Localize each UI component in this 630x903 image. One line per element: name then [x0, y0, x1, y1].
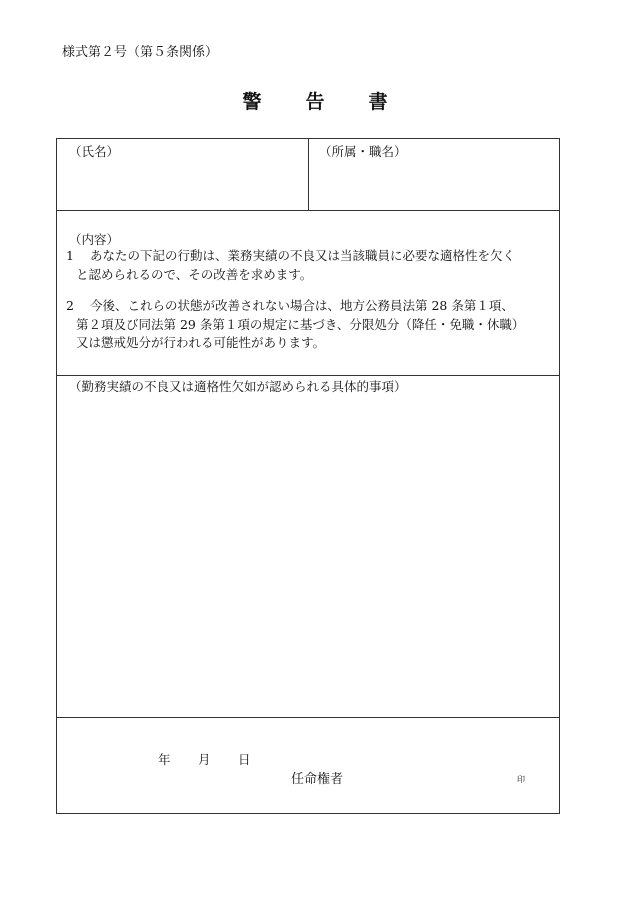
- year-label: 年: [158, 752, 171, 767]
- appointing-authority-label: 任命権者: [291, 772, 344, 787]
- content-item-2: [66, 297, 551, 353]
- facts-section: [57, 376, 559, 718]
- item-line: 第２項及び同法第 29 条第１項の規定に基づき、分限処分（降任・免職・休職）: [76, 316, 525, 332]
- item-line: 今後、これらの状態が改善されない場合は、地方公務員法第 28 条第１項、: [90, 298, 514, 313]
- content-item-1: [66, 247, 551, 284]
- item-line: 又は懲戒処分が行われる可能性があります。: [76, 335, 326, 350]
- item-line: あなたの下記の行動は、業務実績の不良又は当該職員に必要な適格性を欠く: [90, 248, 516, 263]
- item-number: 2: [66, 298, 74, 313]
- form-table: [56, 138, 560, 814]
- item-line: と認められるので、その改善を求めます。: [76, 266, 313, 282]
- seal-mark: 印: [517, 775, 525, 784]
- content-section: [57, 211, 559, 376]
- column-divider: [308, 139, 309, 211]
- signature-section: [57, 718, 559, 813]
- item-number: 1: [66, 248, 74, 263]
- name-label: （氏名）: [69, 144, 120, 159]
- facts-label: （勤務実績の不良又は適格性欠如が認められる具体的事項）: [69, 379, 407, 394]
- day-label: 日: [238, 752, 251, 767]
- month-label: 月: [198, 752, 211, 767]
- document-title: 警告書: [242, 91, 432, 113]
- affiliation-label: （所属・職名）: [319, 144, 407, 159]
- form-number: 様式第２号（第５条関係）: [62, 45, 219, 60]
- identity-row: [57, 139, 559, 211]
- content-label: （内容）: [69, 232, 120, 247]
